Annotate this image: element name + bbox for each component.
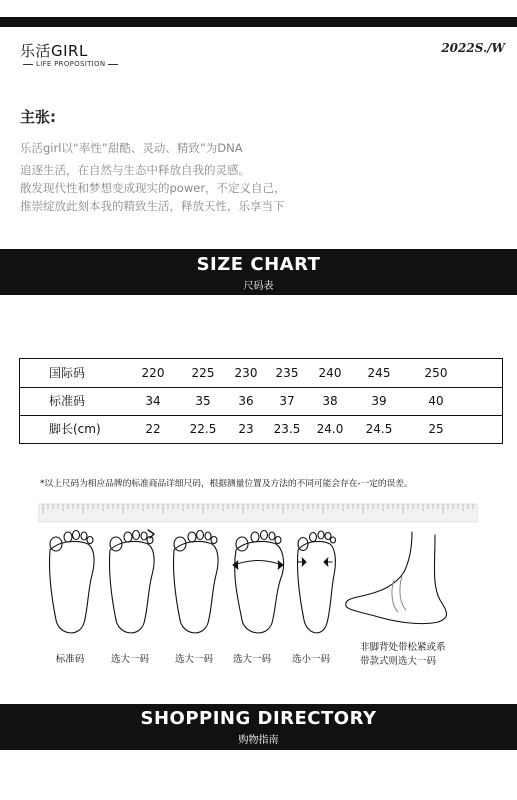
table-cell: 24.0 (316, 422, 344, 436)
table-row (20, 415, 502, 443)
foot-label-1: 标准码 (55, 654, 85, 665)
table-cell: 38 (322, 394, 338, 408)
table-cell: 225 (191, 366, 215, 380)
table-cell: 24.5 (365, 422, 393, 436)
row-label: 脚长(cm) (49, 422, 101, 436)
row-label: 国际码 (49, 366, 86, 380)
table-cell: 40 (428, 394, 444, 408)
foot-label-3: 选大一码 (174, 654, 213, 665)
table-cell: 245 (367, 366, 391, 380)
row-label: 标准码 (49, 394, 86, 408)
table-cell: 240 (318, 366, 342, 380)
top-black-bar (0, 17, 517, 27)
foot-label-4: 选大一码 (232, 654, 271, 665)
foot-standard-icon (49, 531, 94, 633)
foot-size-up-icon-1 (109, 530, 154, 633)
table-cell: 22.5 (189, 422, 217, 436)
size-chart-banner (0, 249, 517, 295)
intro-line-2: 追逐生活，在自然与生态中释放自我的灵感。 (20, 163, 250, 177)
foot-size-up-icon-2 (173, 531, 218, 633)
table-cell: 39 (371, 394, 387, 408)
table-cell: 37 (279, 394, 295, 408)
table-cell: 220 (141, 366, 165, 380)
tagline-rule-left (23, 64, 33, 65)
shopping-directory-banner (0, 704, 517, 750)
tagline-rule-right (108, 64, 118, 65)
intro-line-3: 散发现代性和梦想变成现实的power，不定义自己， (20, 181, 286, 195)
foot-label-2: 选大一码 (110, 654, 149, 665)
tagline-text: LIFE PROPOSITION (36, 60, 106, 68)
intro-heading: 主张: (20, 108, 56, 126)
foot-size-down-icon (297, 531, 335, 633)
table-cell: 22 (145, 422, 161, 436)
foot-label-5: 选小一码 (291, 654, 330, 665)
table-cell: 235 (275, 366, 299, 380)
foot-side-view-icon (346, 532, 447, 624)
side-note-line-1: 非脚背处带松紧或系 (360, 642, 446, 653)
table-cell: 23.5 (273, 422, 301, 436)
intro-line-4: 推崇绽放此刻本我的精致生活，释放天性，乐享当下 (20, 199, 285, 213)
size-note: *以上尺码为相应品牌的标准商品详细尺码，根据测量位置及方法的不同可能会存在-一定的误差。 (40, 479, 413, 489)
table-cell: 35 (195, 394, 211, 408)
table-cell: 23 (238, 422, 254, 436)
table-cell: 230 (234, 366, 258, 380)
table-cell: 34 (145, 394, 161, 408)
size-table (19, 358, 503, 444)
size-chart-subtitle: 尺码表 (243, 281, 274, 292)
season-label: 2022S./W (441, 41, 505, 55)
foot-wide-icon (233, 531, 284, 633)
brand-logo: 乐活GIRL (20, 42, 88, 60)
brand-tagline (20, 60, 121, 68)
size-chart-title: SIZE CHART (196, 254, 321, 275)
foot-fit-illustration (40, 520, 470, 645)
table-row (20, 387, 502, 415)
shopping-title: SHOPPING DIRECTORY (140, 708, 377, 729)
table-row (20, 359, 502, 387)
intro-line-1: 乐活girl以“率性”甜酷、灵动、精致”为DNA (20, 141, 243, 155)
table-cell: 25 (428, 422, 444, 436)
shopping-subtitle: 购物指南 (238, 735, 279, 746)
side-note-line-2: 带款式则选大一码 (360, 656, 437, 667)
table-cell: 36 (238, 394, 254, 408)
table-cell: 250 (424, 366, 448, 380)
